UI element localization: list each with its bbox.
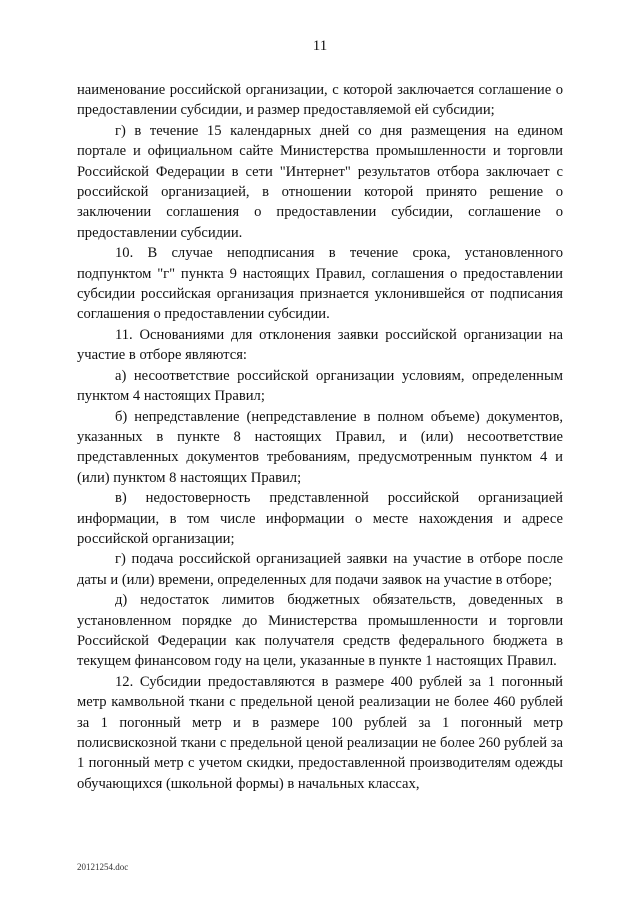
paragraph: в) недостоверность представленной российской организацией информации, в том числе информации о месте нахождения и адресе российской организации; xyxy=(77,490,563,547)
paragraph: 11. Основаниями для отклонения заявки российской организации на участие в отборе являются: xyxy=(77,326,563,364)
paragraph: б) непредставление (непредставление в полном объеме) документов, указанных в пункте 8 настоящих Правил, и (или) несоответствие представленных документов требованиям, предусмотренным пунктом 4 и (или) пунктом 8 настоящих Правил; xyxy=(77,408,563,486)
paragraph: 12. Субсидии предоставляются в размере 400 рублей за 1 погонный метр камвольной ткани с предельной ценой реализации не более 460 рублей за 1 погонный метр и в размере 100 рублей за 1 погонный метр полисвискозной ткани с предельной ценой реализации не более 260 рублей за 1 погонный метр с учетом скидки, предоставленной производителям одежды обучающихся (школьной формы) в начальных классах, xyxy=(77,673,563,792)
document-footer: 20121254.doc xyxy=(77,862,129,872)
document-body xyxy=(77,80,563,794)
paragraph: наименование российской организации, с которой заключается соглашение о предоставлении субсидии, и размер предоставляемой ей субсидии; xyxy=(77,82,563,119)
paragraph: г) подача российской организацией заявки на участие в отборе после даты и (или) времени, определенных для подачи заявок на участие в отборе; xyxy=(77,551,563,588)
paragraph: д) недостаток лимитов бюджетных обязательств, доведенных в установленном порядке до Министерства промышленности и торговли Российской Федерации как получателя средств федерального бюджета в текущем финансовом году на цели, указанные в пункте 1 настоящих Правил. xyxy=(77,592,563,670)
paragraph: г) в течение 15 календарных дней со дня размещения на едином портале и официальном сайте Министерства промышленности и торговли Российской Федерации в сети "Интернет" результатов отбора заключает с российской организацией, в отношении которой принято решение о заключении соглашения о предоставлении субсидии, соглашение о предоставлении субсидии. xyxy=(77,122,563,241)
page-number: 11 xyxy=(312,38,328,54)
paragraph: 10. В случае неподписания в течение срока, установленного подпунктом "г" пункта 9 настоящих Правил, соглашения о предоставлении субсидии российская организация признается уклонившейся от подписания соглашения о предоставлении субсидии. xyxy=(77,245,563,323)
paragraph: а) несоответствие российской организации условиям, определенным пунктом 4 настоящих Правил; xyxy=(77,367,563,405)
